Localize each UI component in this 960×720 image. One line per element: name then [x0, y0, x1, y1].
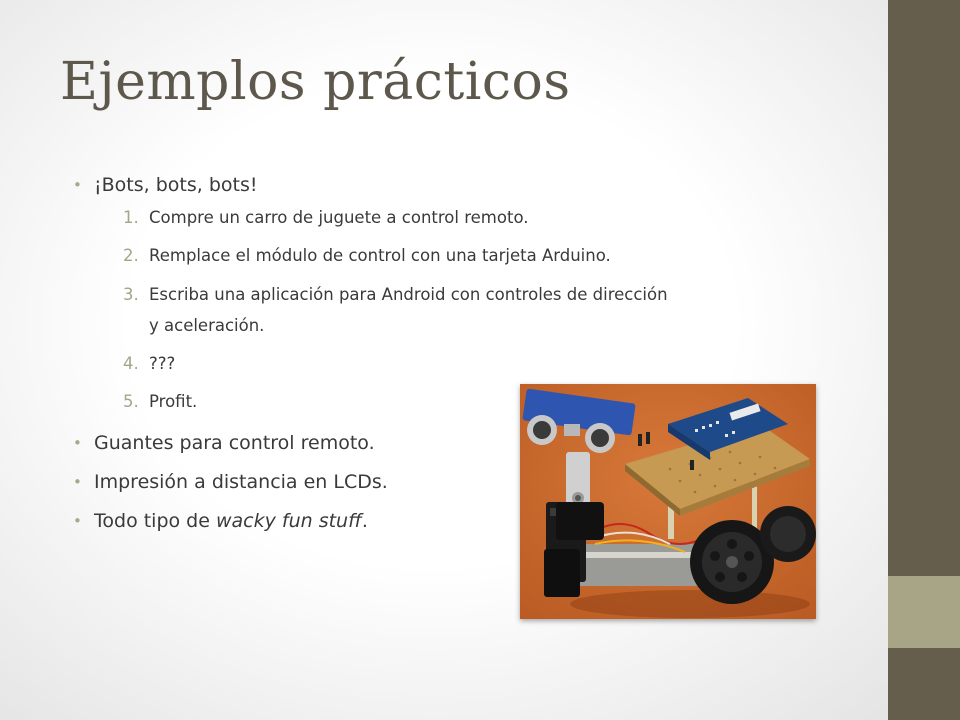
bullet-text: Guantes para control remoto.	[94, 432, 375, 454]
step-text-line-2: y aceleración.	[149, 316, 265, 335]
step-text: Profit.	[149, 392, 198, 411]
step-text-line-1: Escriba una aplicación para Android con controles de dirección	[149, 285, 668, 304]
robot-photo-icon	[520, 384, 816, 619]
bullet-marker: •	[73, 434, 82, 452]
bullet-marker: •	[73, 176, 82, 194]
step-item	[94, 241, 774, 271]
bullet-text-italic: wacky fun stuff	[215, 510, 362, 532]
step-text: ???	[149, 354, 176, 373]
sidebar-accent-square	[888, 576, 960, 648]
step-text: Compre un carro de juguete a control remoto.	[149, 208, 529, 227]
bullet-text: Impresión a distancia en LCDs.	[94, 471, 388, 493]
bullet-marker: •	[73, 473, 82, 491]
bullet-item	[73, 173, 873, 417]
bullet-text-suffix: .	[361, 510, 368, 532]
step-number: 4.	[123, 354, 139, 373]
step-text: Remplace el módulo de control con una tarjeta Arduino.	[149, 246, 611, 265]
step-item	[94, 203, 774, 233]
robot-photo	[520, 384, 816, 619]
bullet-text: ¡Bots, bots, bots!	[94, 174, 258, 196]
step-number: 3.	[123, 285, 139, 304]
bullet-text-prefix: Todo tipo de	[94, 510, 216, 532]
bullet-marker: •	[73, 512, 82, 530]
step-item	[94, 279, 774, 341]
step-number: 2.	[123, 246, 139, 265]
step-item	[94, 349, 774, 379]
slide-title: Ejemplos prácticos	[60, 52, 571, 112]
step-number: 5.	[123, 392, 139, 411]
step-number: 1.	[123, 208, 139, 227]
